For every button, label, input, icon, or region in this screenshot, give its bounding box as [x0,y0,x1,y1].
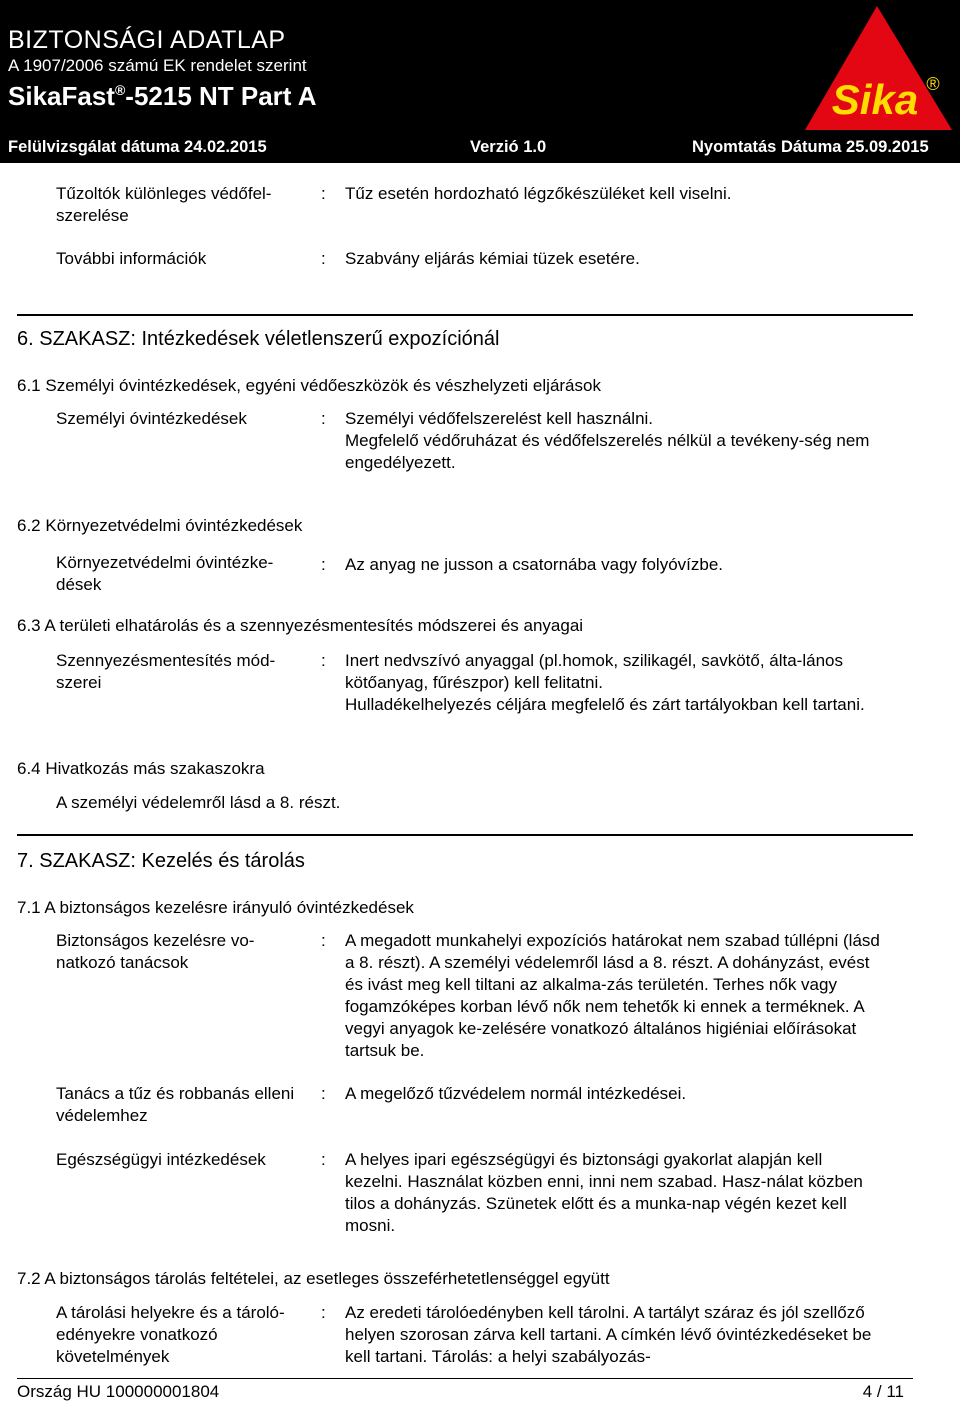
field-colon: : [321,184,326,203]
page-number: 4 / 11 [862,1382,904,1401]
fire-ppe-value: Tűz esetén hordozható légzőkészüléket kell viselni. [345,184,732,203]
section-divider [17,834,913,836]
section-7-title: 7. SZAKASZ: Kezelés és tárolás [17,850,305,872]
section-6-4-title: 6.4 Hivatkozás más szakaszokra [17,759,265,778]
section-6-2-title: 6.2 Környezetvédelmi óvintézkedések [17,516,303,535]
product-name-suffix: -5215 NT Part A [125,81,317,111]
cleanup-methods-label: Szennyezésmentesítés mód-szerei [56,651,276,692]
field-colon: : [321,931,326,950]
fire-protection-value: A megelőző tűzvédelem normál intézkedései. [345,1084,687,1103]
section-6-4-text: A személyi védelemről lásd a 8. részt. [56,793,341,812]
logo-wordmark: Sika [831,76,919,123]
section-6-title: 6. SZAKASZ: Intézkedések véletlenszerű expozíciónál [17,328,500,350]
further-info-label: További információk [56,249,207,268]
hygiene-measures-value: A helyes ipari egészségügyi és biztonsági gyakorlat alapján kell kezelni. Használat közben enni, inni nem szabad. Hasz-nálat közben tilos a dohányzás. Szünetek előtt és a munka-nap végén kezet kell mosni. [345,1150,863,1235]
cleanup-methods-value-1: Inert nedvszívó anyaggal (pl.homok, szilikagél, savkötő, álta-lános kötőanyag, fűrészpor) kell felitatni. [345,651,843,692]
section-7-2-title: 7.2 A biztonságos tárolás feltételei, az esetleges összeférhetetlenséggel együtt [17,1269,610,1288]
storage-requirements-label: A tárolási helyekre és a tároló-edényekre vonatkozó követelmények [56,1303,285,1366]
hygiene-measures-label: Egészségügyi intézkedések [56,1150,266,1169]
section-6-3-title: 6.3 A területi elhatárolás és a szennyezésmentesítés módszerei és anyagai [17,616,584,635]
fire-protection-label: Tanács a tűz és robbanás elleni védelemhez [56,1084,295,1125]
revision-date: Felülvizsgálat dátuma 24.02.2015 [8,138,267,156]
field-colon: : [321,651,326,670]
safe-handling-label: Biztonságos kezelésre vo-natkozó tanácsok [56,931,255,972]
fire-ppe-label: Tűzoltók különleges védőfel-szerelése [56,184,272,225]
version: Verzió 1.0 [470,138,547,156]
footer-country-code: Ország HU 100000001804 [17,1382,220,1401]
personal-precautions-value-2: Megfelelő védőruházat és védőfelszerelés nélkül a tevékeny-ség nem engedélyezett. [345,431,870,472]
logo-registered-mark: ® [926,74,940,94]
environmental-precautions-label: Környezetvédelmi óvintézke-dések [56,553,274,594]
personal-precautions-value-1: Személyi védőfelszerelést kell használni. [345,409,654,428]
field-colon: : [321,249,326,268]
document-header [0,0,960,163]
personal-precautions-label: Személyi óvintézkedések [56,409,247,428]
regulation-text: A 1907/2006 számú EK rendelet szerint [8,56,307,75]
section-divider [17,314,913,316]
print-date: Nyomtatás Dátuma 25.09.2015 [692,138,929,156]
section-6-1-title: 6.1 Személyi óvintézkedések, egyéni védőeszközök és vészhelyzeti eljárások [17,376,601,395]
field-colon: : [321,1150,326,1169]
sika-logo-icon [805,2,955,132]
storage-requirements-value: Az eredeti tárolóedényben kell tárolni. A tartályt száraz és jól szellőző helyen szorosan zárva kell tartani. A címkén lévő óvintézkedéseket be kell tartani. Tárolás: a helyi szabályozás- [345,1303,872,1366]
footer-divider [17,1378,913,1379]
field-colon: : [321,555,326,574]
cleanup-methods-value-2: Hulladékelhelyezés céljára megfelelő és zárt tartályokban kell tartani. [345,695,865,714]
environmental-precautions-value: Az anyag ne jusson a csatornába vagy folyóvízbe. [345,555,724,574]
safe-handling-value: A megadott munkahelyi expozíciós határokat nem szabad túllépni (lásd a 8. részt). A személyi védelemről lásd a 8. részt. A dohányzást, evést és ivást meg kell tiltani az alkalma-zás területén. Terhes nők vagy fogamzóképes korban lévő nők nem tehetők ki ennek a terméknek. A vegyi anyagok ke-zelésére vonatkozó általános higiéniai előírásokat tartsuk be. [345,931,880,1060]
document-title: BIZTONSÁGI ADATLAP [8,26,286,54]
product-name-prefix: SikaFast [8,81,115,111]
field-colon: : [321,1303,326,1322]
further-info-value: Szabvány eljárás kémiai tüzek esetére. [345,249,640,268]
section-7-1-title: 7.1 A biztonságos kezelésre irányuló óvintézkedések [17,898,414,917]
registered-mark: ® [114,82,126,98]
field-colon: : [321,1084,326,1103]
field-colon: : [321,409,326,428]
product-name [8,81,317,112]
